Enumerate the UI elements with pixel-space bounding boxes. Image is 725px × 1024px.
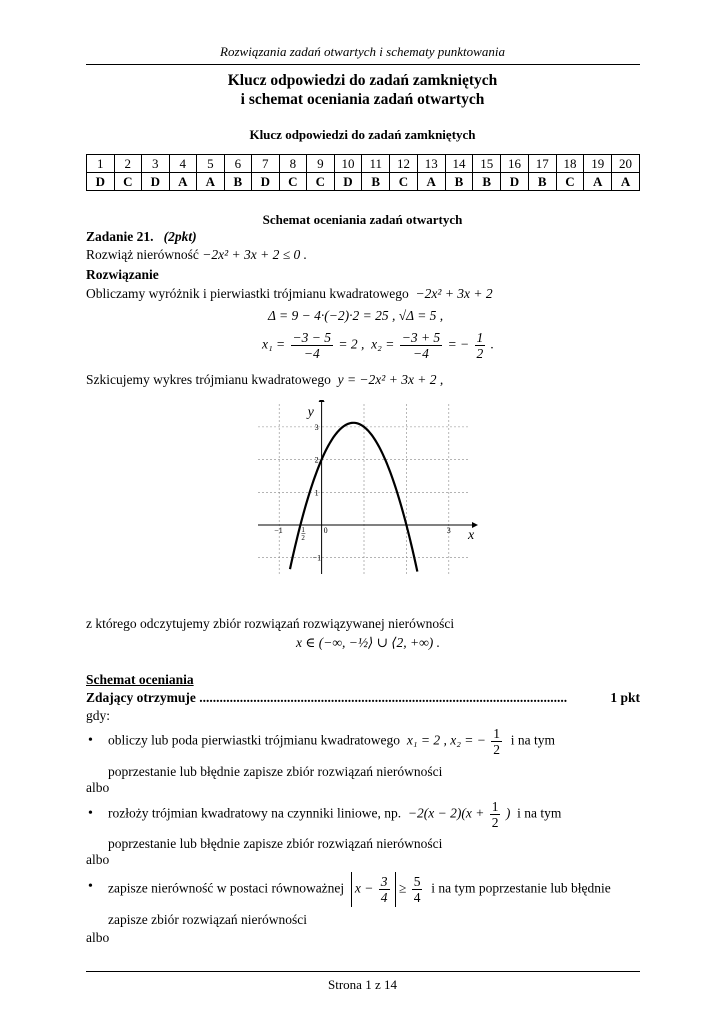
y-axis-arrow <box>319 400 325 402</box>
x2-fraction-result <box>475 330 486 361</box>
solution-set: x ∈ (−∞, −½⟩ ∪ ⟨2, +∞) . <box>296 635 441 650</box>
answer-key-answer-cell: A <box>417 173 445 191</box>
y-tick-label-1: 1 <box>314 488 319 498</box>
b1-continuation: poprzestanie lub błędnie zapisze zbiór rozwiązań nierówności <box>108 764 443 779</box>
answer-key-answer-cell: D <box>87 173 115 191</box>
origin-label: 0 <box>323 525 328 535</box>
answer-key-number-cell: 14 <box>445 155 473 173</box>
answer-key-answer-cell: C <box>114 173 142 191</box>
page-title-line2: i schemat oceniania zadań otwartych <box>240 91 485 108</box>
task-points: (2pkt) <box>163 229 197 244</box>
answer-key-number-cell: 3 <box>142 155 170 173</box>
b1-x1: x₁ = 2 , <box>406 732 447 748</box>
answer-key-answer-cell: D <box>142 173 170 191</box>
running-header: Rozwiązania zadań otwartych i schematy punktowania <box>220 44 505 59</box>
answer-key-number-cell: 17 <box>528 155 556 173</box>
bullet2-line <box>108 799 561 830</box>
x2-fraction <box>400 330 442 361</box>
after-graph-text: z którego odczytujemy zbiór rozwiązań rozwiązywanej nierówności <box>86 616 455 631</box>
b1-frac-den: 2 <box>493 742 501 757</box>
step1-text: Obliczamy wyróżnik i pierwiastki trójmianu kwadratowego <box>86 286 409 301</box>
answer-key-answer-cell: B <box>445 173 473 191</box>
b3-continuation: zapisze zbiór rozwiązań nierówności <box>108 912 308 927</box>
answer-key-number-cell: 6 <box>224 155 251 173</box>
answer-key-number-cell: 9 <box>307 155 335 173</box>
b3-frac1-num: 3 <box>380 874 388 889</box>
answer-key-answer-cell: B <box>362 173 390 191</box>
task-statement <box>86 247 307 263</box>
b2-frac-num: 1 <box>491 799 499 814</box>
bullet1-line <box>108 726 555 757</box>
b3-text: zapisze nierówność w postaci równoważnej <box>108 880 345 896</box>
parabola-curve <box>290 423 417 572</box>
answer-key-number-cell: 15 <box>473 155 501 173</box>
bullet-icon: • <box>88 806 93 821</box>
x1-val: = 2 , <box>338 336 365 352</box>
answer-key-answer-cell: C <box>556 173 584 191</box>
answer-key-answer-cell: A <box>197 173 225 191</box>
solution-heading: Rozwiązanie <box>86 267 159 282</box>
b3-frac1-den: 4 <box>380 890 388 905</box>
parabola-graph <box>250 400 480 600</box>
b2-frac-den: 2 <box>491 815 499 830</box>
level1-dots: ............................................................................................................. <box>195 690 568 705</box>
answer-key-number-cell: 4 <box>169 155 197 173</box>
x1-den: −4 <box>303 346 320 361</box>
answer-key-number-cell: 8 <box>279 155 307 173</box>
x2-label: x₂ = <box>371 336 395 352</box>
open-section-heading: Schemat oceniania zadań otwartych <box>262 212 463 227</box>
answer-key-answer-cell: D <box>252 173 280 191</box>
answer-key-number-cell: 13 <box>417 155 445 173</box>
answer-key-table <box>86 154 640 191</box>
x-axis-label: x <box>468 527 475 543</box>
level1-line <box>86 690 640 706</box>
answer-key-number-cell: 12 <box>390 155 418 173</box>
answer-key-answer-cell: B <box>528 173 556 191</box>
answer-key-answers-row <box>87 173 640 191</box>
b1-x2: x₂ = − <box>450 732 486 748</box>
header-rule <box>86 64 640 65</box>
y-tick-label-minus1: −1 <box>312 553 322 563</box>
b2-expr-a: −2(x − 2)(x + <box>407 805 485 821</box>
footer-rule <box>86 971 640 972</box>
b3-frac2-den: 4 <box>413 890 421 905</box>
answer-key-answer-cell: B <box>224 173 251 191</box>
page-title-line1: Klucz odpowiedzi do zadań zamkniętych <box>227 72 498 89</box>
x2-den2: 2 <box>476 346 484 361</box>
graph-grid <box>258 404 470 574</box>
x-tick-label-half-num: 1 <box>301 525 305 534</box>
x2-num2: 1 <box>476 330 484 345</box>
answer-key-answer-cell: A <box>584 173 612 191</box>
scoring-heading: Schemat oceniania <box>86 672 194 687</box>
answer-key-numbers-row <box>87 155 640 173</box>
delta-line: Δ = 9 − 4·(−2)·2 = 25 , √Δ = 5 , <box>268 308 444 323</box>
y-axis-label: y <box>307 405 314 420</box>
x2-num: −3 + 5 <box>401 330 441 345</box>
sketch-line <box>86 372 443 388</box>
answer-key-number-cell: 19 <box>584 155 612 173</box>
x2-end: . <box>490 336 495 352</box>
answer-key-number-cell: 11 <box>362 155 390 173</box>
step1-expr: −2x² + 3x + 2 <box>415 286 493 301</box>
x2-den: −4 <box>413 346 429 361</box>
x2-eq: = − <box>447 336 470 352</box>
b3-abs <box>351 872 396 907</box>
y-tick-label-3: 3 <box>314 422 319 432</box>
answer-key-answer-cell: D <box>334 173 362 191</box>
b1-text: obliczy lub poda pierwiastki trójmianu kwadratowego <box>108 732 401 748</box>
albo-1: albo <box>86 780 110 795</box>
answer-key-answer-cell: C <box>279 173 307 191</box>
gdy-label: gdy: <box>86 708 111 723</box>
answer-key-number-cell: 20 <box>612 155 640 173</box>
key-heading: Klucz odpowiedzi do zadań zamkniętych <box>249 127 476 142</box>
task-label: Zadanie 21. <box>86 229 154 244</box>
answer-key-number-cell: 10 <box>334 155 362 173</box>
albo-3: albo <box>86 930 110 945</box>
bullet-icon: • <box>88 733 93 748</box>
b2-fraction <box>490 799 501 830</box>
task-text: Rozwiąż nierówność <box>86 247 199 262</box>
x-tick-label-minus1: −1 <box>274 525 283 535</box>
answer-key-answer-cell: C <box>307 173 335 191</box>
level1-points: 1 pkt <box>610 690 640 705</box>
x-tick-label-half-den: 2 <box>301 533 305 542</box>
answer-key-number-cell: 7 <box>252 155 280 173</box>
y-tick-label-2: 2 <box>314 455 319 465</box>
page-number: Strona 1 z 14 <box>328 977 397 992</box>
x1-num: −3 − 5 <box>292 330 332 345</box>
answer-key-number-cell: 5 <box>197 155 225 173</box>
answer-key-answer-cell: A <box>169 173 197 191</box>
level1-label: Zdający otrzymuje <box>86 690 196 705</box>
b2-text: rozłoży trójmian kwadratowy na czynniki liniowe, np. <box>108 805 402 821</box>
b2-end: i na tym <box>517 805 562 821</box>
b2-expr-b: ) <box>505 805 511 821</box>
b1-end: i na tym <box>510 732 556 748</box>
b3-abs-a: x − <box>354 880 374 896</box>
task-inequality: −2x² + 3x + 2 ≤ 0 . <box>202 247 307 262</box>
x1-fraction <box>291 330 333 361</box>
answer-key-number-cell: 1 <box>87 155 115 173</box>
answer-key-number-cell: 2 <box>114 155 142 173</box>
answer-key-answer-cell: B <box>473 173 501 191</box>
b3-frac2-num: 5 <box>413 874 421 889</box>
answer-key-number-cell: 18 <box>556 155 584 173</box>
bullet-icon: • <box>88 879 93 894</box>
answer-key-answer-cell: A <box>612 173 640 191</box>
b1-frac-num: 1 <box>493 726 501 741</box>
b3-geq: ≥ <box>398 880 407 896</box>
b2-continuation: poprzestanie lub błędnie zapisze zbiór rozwiązań nierówności <box>108 836 443 851</box>
answer-key-answer-cell: C <box>390 173 418 191</box>
roots-line <box>262 330 494 361</box>
step1-line <box>86 286 493 302</box>
albo-2: albo <box>86 852 110 867</box>
b3-fraction1 <box>379 874 390 905</box>
answer-key-answer-cell: D <box>501 173 529 191</box>
x1-label: x₁ = <box>262 336 286 352</box>
answer-key-number-cell: 16 <box>501 155 529 173</box>
bullet3-line <box>108 872 611 907</box>
sketch-text: Szkicujemy wykres trójmianu kwadratowego <box>86 372 331 387</box>
b3-end: i na tym poprzestanie lub błędnie <box>431 880 611 896</box>
b3-fraction2 <box>412 874 423 905</box>
x-tick-label-3: 3 <box>446 525 451 535</box>
task-title <box>86 229 197 245</box>
sketch-expr: y = −2x² + 3x + 2 , <box>337 372 444 387</box>
b1-fraction <box>491 726 502 757</box>
